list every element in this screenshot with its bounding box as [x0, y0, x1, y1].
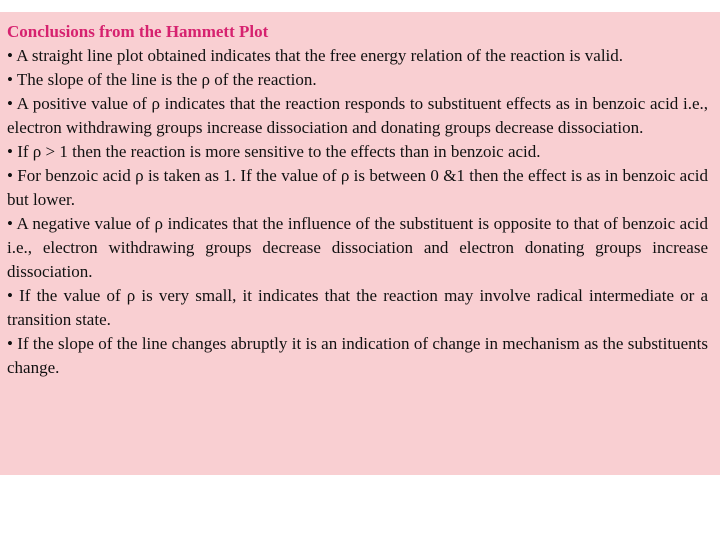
bullet-positive-rho: • A positive value of ρ indicates that the reaction responds to substituent effects as in benzoic acid i.e., electron withdrawing groups increase dissociation and donating groups decrease dissociation.: [7, 94, 708, 137]
bullet-benzoic-acid-rho: • For benzoic acid ρ is taken as 1. If the value of ρ is between 0 &1 then the effect is as in benzoic acid but lower.: [7, 166, 708, 209]
bullet-straight-line: • A straight line plot obtained indicates that the free energy relation of the reaction is valid.: [7, 46, 624, 65]
bullet-small-rho: • If the value of ρ is very small, it indicates that the reaction may involve radical intermediate or a transition state.: [7, 286, 708, 329]
slide-title: Conclusions from the Hammett Plot: [7, 22, 269, 41]
content-panel: [0, 12, 720, 475]
bullet-negative-rho: • A negative value of ρ indicates that the influence of the substituent is opposite to that of benzoic acid i.e., electron withdrawing groups decrease dissociation and electron donating groups increase dissociation.: [7, 214, 708, 281]
bullet-slope: • The slope of the line is the ρ of the reaction.: [7, 70, 317, 89]
bullet-slope-change: • If the slope of the line changes abruptly it is an indication of change in mechanism as the substituents change.: [7, 334, 708, 377]
bullet-rho-greater-than-one: • If ρ > 1 then the reaction is more sensitive to the effects than in benzoic acid.: [7, 142, 541, 161]
